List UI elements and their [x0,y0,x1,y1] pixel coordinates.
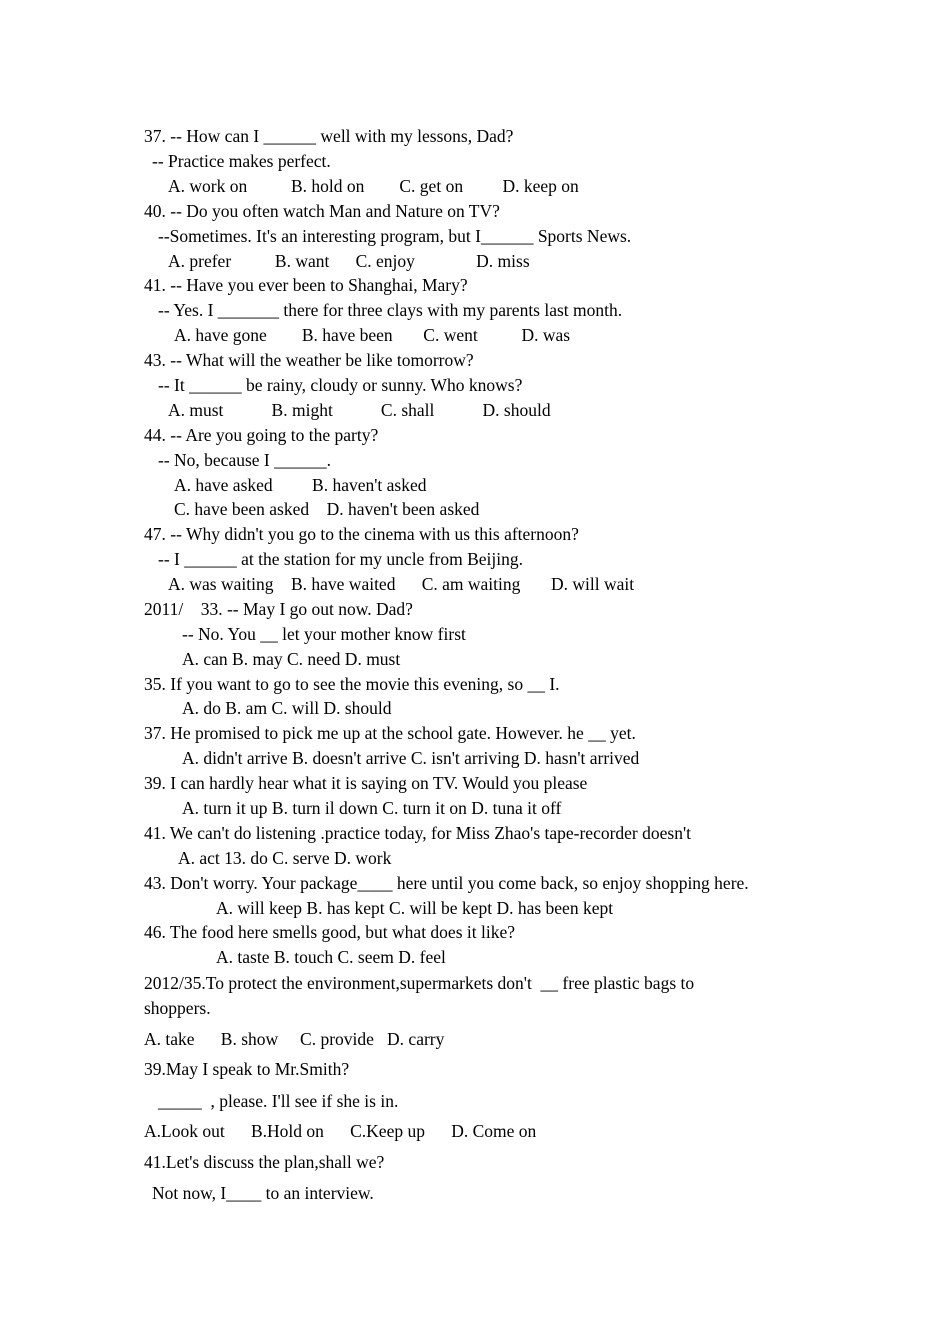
text-line: 43. Don't worry. Your package____ here until you come back, so enjoy shopping here. [144,873,749,893]
text-line: Not now, I____ to an interview. [152,1183,374,1203]
text-line: 39. I can hardly hear what it is saying on TV. Would you please [144,773,588,793]
text-line: A. didn't arrive B. doesn't arrive C. isn't arriving D. hasn't arrived [182,748,640,768]
text-line: A. do B. am C. will D. should [182,698,392,718]
text-line: -- No, because I ______. [158,450,332,470]
text-line: A. will keep B. has kept C. will be kept D. has been kept [216,898,614,918]
text-line: A. prefer B. want C. enjoy D. miss [168,251,530,271]
text-line: 37. He promised to pick me up at the school gate. However. he __ yet. [144,723,636,743]
text-line: 2011/ 33. -- May I go out now. Dad? [144,599,413,619]
text-line: A. have gone B. have been C. went D. was [174,325,571,345]
text-line: -- No. You __ let your mother know first [182,624,466,644]
text-line: 40. -- Do you often watch Man and Nature on TV? [144,201,500,221]
text-line: _____ , please. I'll see if she is in. [158,1091,399,1111]
text-line: A.Look out B.Hold on C.Keep up D. Come on [144,1121,537,1141]
text-line: 35. If you want to go to see the movie this evening, so __ I. [144,674,560,694]
text-line: 2012/35.To protect the environment,supermarkets don't __ free plastic bags to [144,973,695,993]
text-line: 41.Let's discuss the plan,shall we? [144,1152,385,1172]
text-line: 37. -- How can I ______ well with my lessons, Dad? [144,126,514,146]
text-line: 44. -- Are you going to the party? [144,425,379,445]
text-line: 46. The food here smells good, but what does it like? [144,922,515,942]
text-line: -- Yes. I _______ there for three clays with my parents last month. [158,300,623,320]
text-line: A. must B. might C. shall D. should [168,400,551,420]
text-line: --Sometimes. It's an interesting program, but I______ Sports News. [158,226,632,246]
text-line: A. take B. show C. provide D. carry [144,1029,445,1049]
text-line: A. taste B. touch C. seem D. feel [216,947,446,967]
text-line: C. have been asked D. haven't been asked [174,499,480,519]
text-line: 47. -- Why didn't you go to the cinema with us this afternoon? [144,524,579,544]
text-line: A. can B. may C. need D. must [182,649,401,669]
text-line: A. turn it up B. turn il down C. turn it on D. tuna it off [182,798,562,818]
text-line: -- It ______ be rainy, cloudy or sunny. Who knows? [158,375,523,395]
text-line: A. have asked B. haven't asked [174,475,427,495]
text-line: shoppers. [144,998,211,1018]
text-line: 43. -- What will the weather be like tomorrow? [144,350,474,370]
text-line: 39.May I speak to Mr.Smith? [144,1059,350,1079]
text-line: 41. We can't do listening .practice today, for Miss Zhao's tape-recorder doesn't [144,823,691,843]
text-line: -- I ______ at the station for my uncle from Beijing. [158,549,523,569]
text-line: A. was waiting B. have waited C. am waiting D. will wait [168,574,635,594]
text-line: A. work on B. hold on C. get on D. keep on [168,176,579,196]
text-line: A. act 13. do C. serve D. work [178,848,392,868]
text-line: -- Practice makes perfect. [152,151,331,171]
text-line: 41. -- Have you ever been to Shanghai, Mary? [144,275,468,295]
